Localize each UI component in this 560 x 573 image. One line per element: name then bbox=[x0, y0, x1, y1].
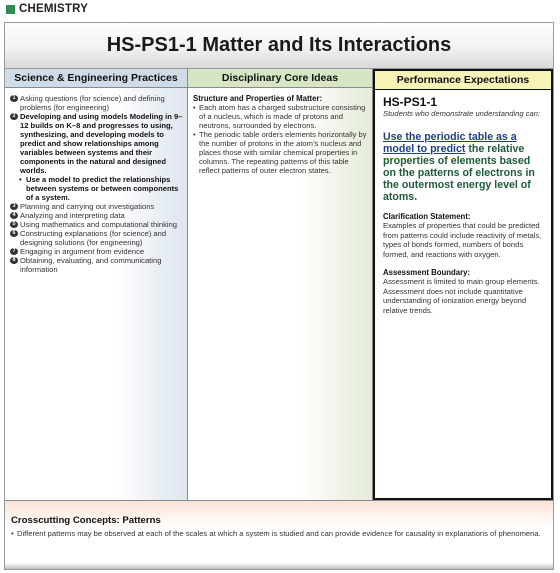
bullet-icon: • bbox=[19, 175, 22, 184]
pe-code: HS-PS1-1 bbox=[383, 95, 438, 109]
pe-intro: Students who demonstrate understanding can: bbox=[383, 109, 541, 118]
practices-heading: Science & Engineering Practices bbox=[5, 69, 187, 88]
periodic-table-link[interactable]: Use the periodic table as a model to predict bbox=[383, 131, 517, 155]
number-badge: 7 bbox=[10, 248, 18, 255]
number-badge: 3 bbox=[10, 203, 18, 210]
practice-item: 4 Analyzing and interpreting data bbox=[10, 211, 183, 220]
practice-sub-item: • Use a model to predict the relationships between systems or between components of a system. bbox=[19, 175, 179, 202]
practice-item: 8 Obtaining, evaluating, and communicating information bbox=[10, 256, 183, 274]
number-badge: 6 bbox=[10, 230, 18, 237]
green-square-icon bbox=[6, 5, 15, 14]
pe-body bbox=[375, 90, 551, 315]
clarification-text: Examples of properties that could be predicted from patterns could include reactivity of metals, types of bonds formed, numbers of bonds formed, and reactions with oxygen. bbox=[383, 221, 542, 259]
practice-item: 2 Developing and using models Modeling in 9–12 builds on K–8 and progresses to using, synthesizing, and developing models to predict and show relationships among variables between systems and their components in the natural and designed worlds. bbox=[10, 112, 183, 175]
subject-label: CHEMISTRY bbox=[19, 3, 89, 15]
pe-statement bbox=[383, 131, 545, 203]
crosscutting-heading: Crosscutting Concepts: Patterns bbox=[11, 515, 161, 526]
practice-item: 3 Planning and carrying out investigations bbox=[10, 202, 183, 211]
dci-subheading: Structure and Properties of Matter: bbox=[193, 94, 323, 103]
dci-column bbox=[188, 69, 372, 500]
boundary-section bbox=[383, 268, 545, 315]
pe-column bbox=[373, 69, 553, 500]
crosscutting-section bbox=[5, 500, 553, 560]
dci-heading: Disciplinary Core Ideas bbox=[188, 69, 372, 88]
dci-body bbox=[188, 88, 372, 175]
dci-bullet: • The periodic table orders elements horizontally by the number of protons in the atom’s nucleus and places those with similar chemical properties in columns. The repeating patterns of this table reflect patterns of outer electron states. bbox=[193, 130, 367, 175]
bullet-icon: • bbox=[193, 103, 196, 112]
number-badge: 8 bbox=[10, 257, 18, 264]
practices-list bbox=[5, 88, 187, 274]
pe-heading: Performance Expectations bbox=[375, 71, 551, 90]
practice-item: 6 Constructing explanations (for science) and designing solutions (for engineering) bbox=[10, 229, 183, 247]
clarification-section bbox=[383, 212, 545, 259]
practice-item: 5 Using mathematics and computational thinking bbox=[10, 220, 183, 229]
boundary-text: Assessment is limited to main group elements. Assessment does not include quantitative understanding of ionization energy beyond relative trends. bbox=[383, 277, 540, 315]
practices-column bbox=[5, 69, 187, 500]
pe-statement-rest: the relative properties of elements based on the patterns of electrons in the outermost energy level of atoms. bbox=[383, 143, 535, 203]
practice-item: 7 Engaging in argument from evidence bbox=[10, 247, 183, 256]
dci-bullet: • Each atom has a charged substructure consisting of a nucleus, which is made of protons and neutrons, surrounded by electrons. bbox=[193, 103, 366, 130]
practice-item: 1 Asking questions (for science) and defining problems (for engineering) bbox=[10, 94, 183, 112]
bullet-icon: • bbox=[193, 130, 196, 139]
number-badge: 5 bbox=[10, 221, 18, 228]
standard-frame bbox=[4, 22, 554, 570]
number-badge: 4 bbox=[10, 212, 18, 219]
number-badge: 2 bbox=[10, 113, 18, 120]
boundary-heading: Assessment Boundary: bbox=[383, 268, 471, 278]
number-badge: 1 bbox=[10, 95, 18, 102]
crosscutting-text: • Different patterns may be observed at each of the scales at which a system is studied and can provide evidence for causality in explanations of phenomena. bbox=[11, 529, 541, 538]
bullet-icon: • bbox=[11, 529, 14, 538]
bottom-divider bbox=[5, 563, 553, 569]
page-title: HS-PS1-1 Matter and Its Interactions bbox=[106, 34, 452, 56]
clarification-heading: Clarification Statement: bbox=[383, 212, 471, 221]
title-band bbox=[5, 23, 553, 69]
subject-header bbox=[0, 0, 560, 18]
